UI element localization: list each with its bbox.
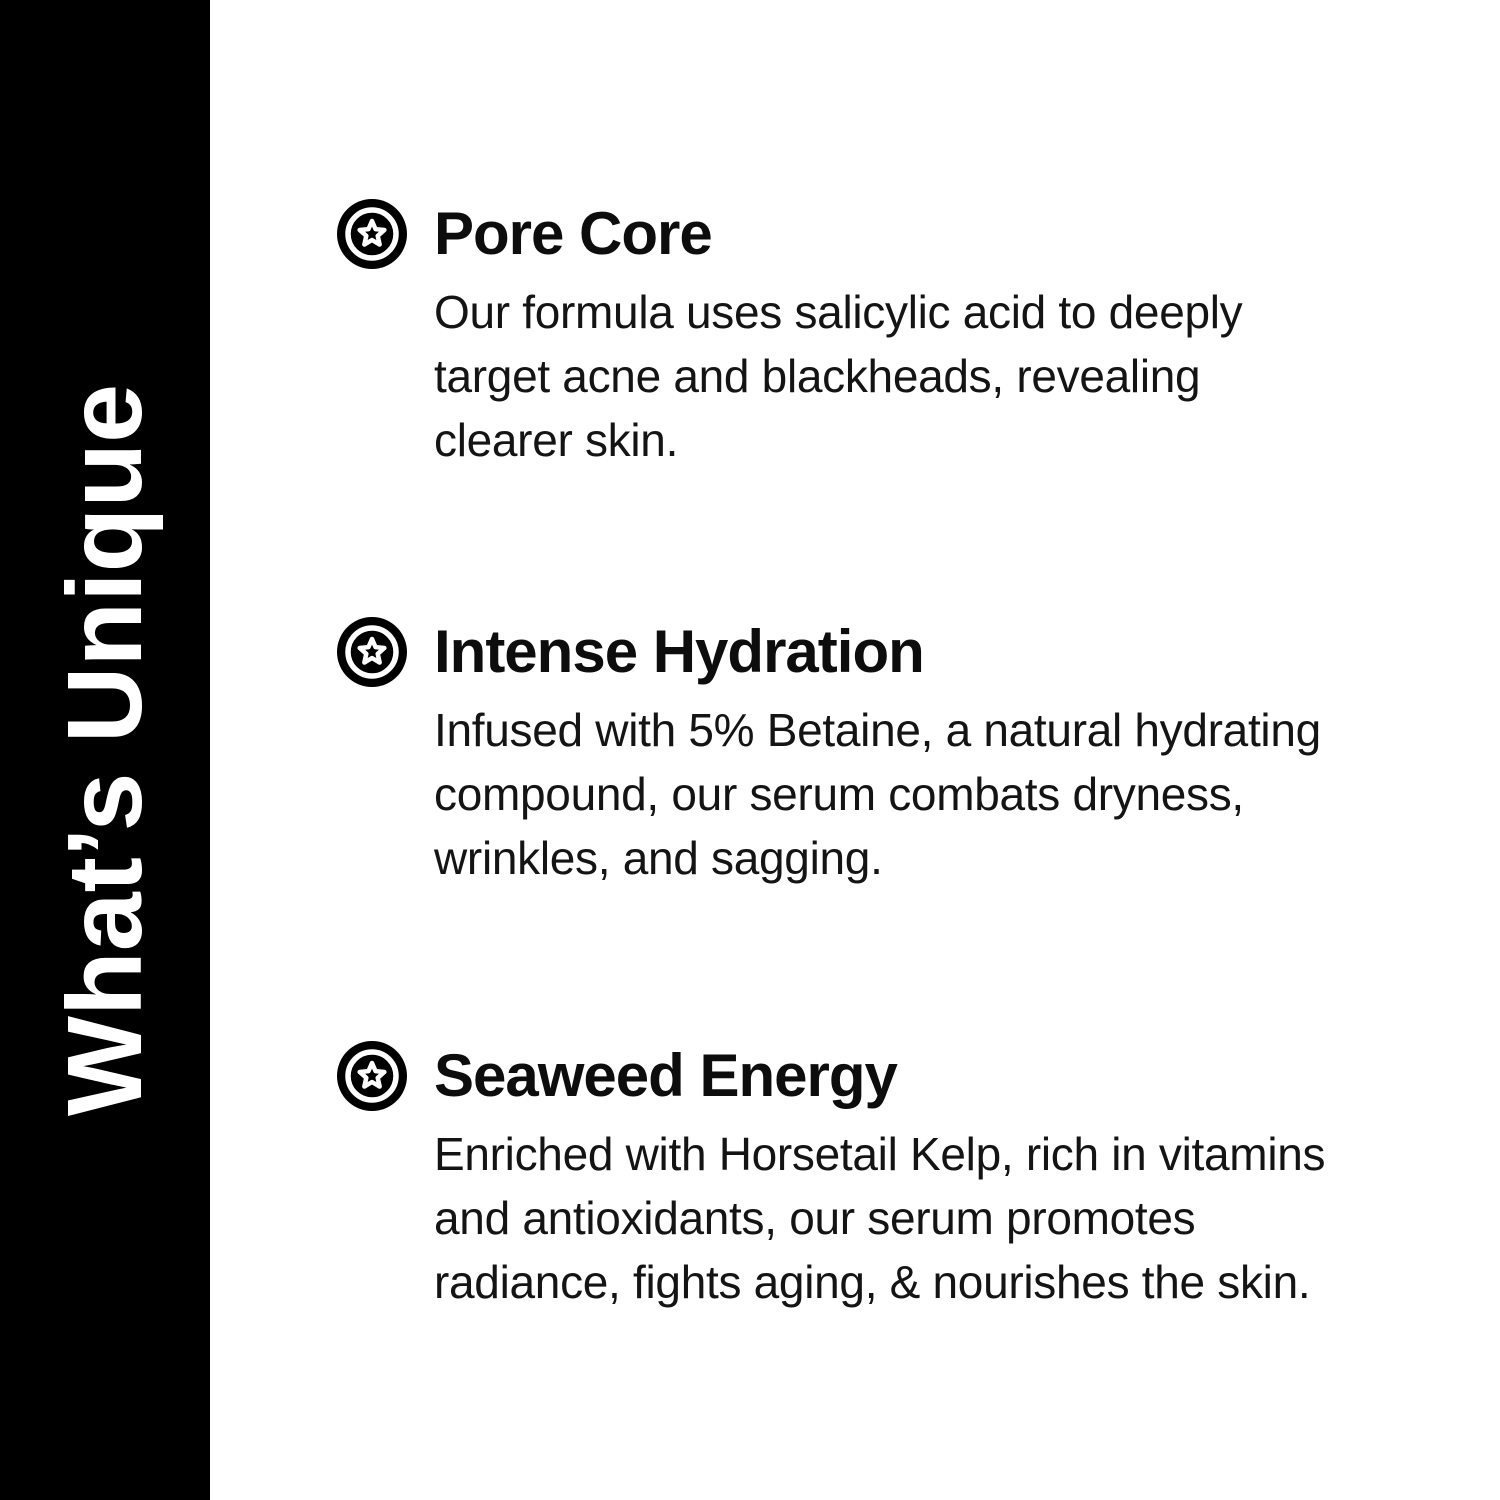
feature-body-line: Enriched with Horsetail Kelp, rich in vitamins (434, 1128, 1326, 1180)
feature-body (434, 280, 1466, 472)
feature-header (336, 198, 1466, 270)
star-seal-icon (336, 198, 408, 270)
feature-section-intense-hydration (336, 616, 1466, 890)
content-area (336, 0, 1466, 1500)
sidebar (0, 0, 210, 1500)
feature-body-line: compound, our serum combats dryness, (434, 768, 1244, 820)
feature-body (434, 698, 1466, 890)
feature-body-line: target acne and blackheads, revealing (434, 350, 1201, 402)
feature-title: Pore Core (434, 200, 712, 267)
sidebar-vertical-title: What’s Unique (46, 383, 165, 1117)
feature-body-line: radiance, fights aging, & nourishes the skin. (434, 1256, 1311, 1308)
feature-body-line: Infused with 5% Betaine, a natural hydrating (434, 704, 1321, 756)
feature-section-pore-core (336, 198, 1466, 472)
feature-section-seaweed-energy (336, 1040, 1466, 1314)
feature-body (434, 1122, 1466, 1314)
feature-body-line: clearer skin. (434, 414, 679, 466)
feature-body-line: Our formula uses salicylic acid to deeply (434, 286, 1243, 338)
star-seal-icon (336, 1040, 408, 1112)
feature-header (336, 616, 1466, 688)
feature-title: Seaweed Energy (434, 1042, 897, 1109)
feature-header (336, 1040, 1466, 1112)
feature-body-line: and antioxidants, our serum promotes (434, 1192, 1196, 1244)
feature-title: Intense Hydration (434, 618, 924, 685)
star-seal-icon (336, 616, 408, 688)
feature-body-line: wrinkles, and sagging. (434, 832, 883, 884)
